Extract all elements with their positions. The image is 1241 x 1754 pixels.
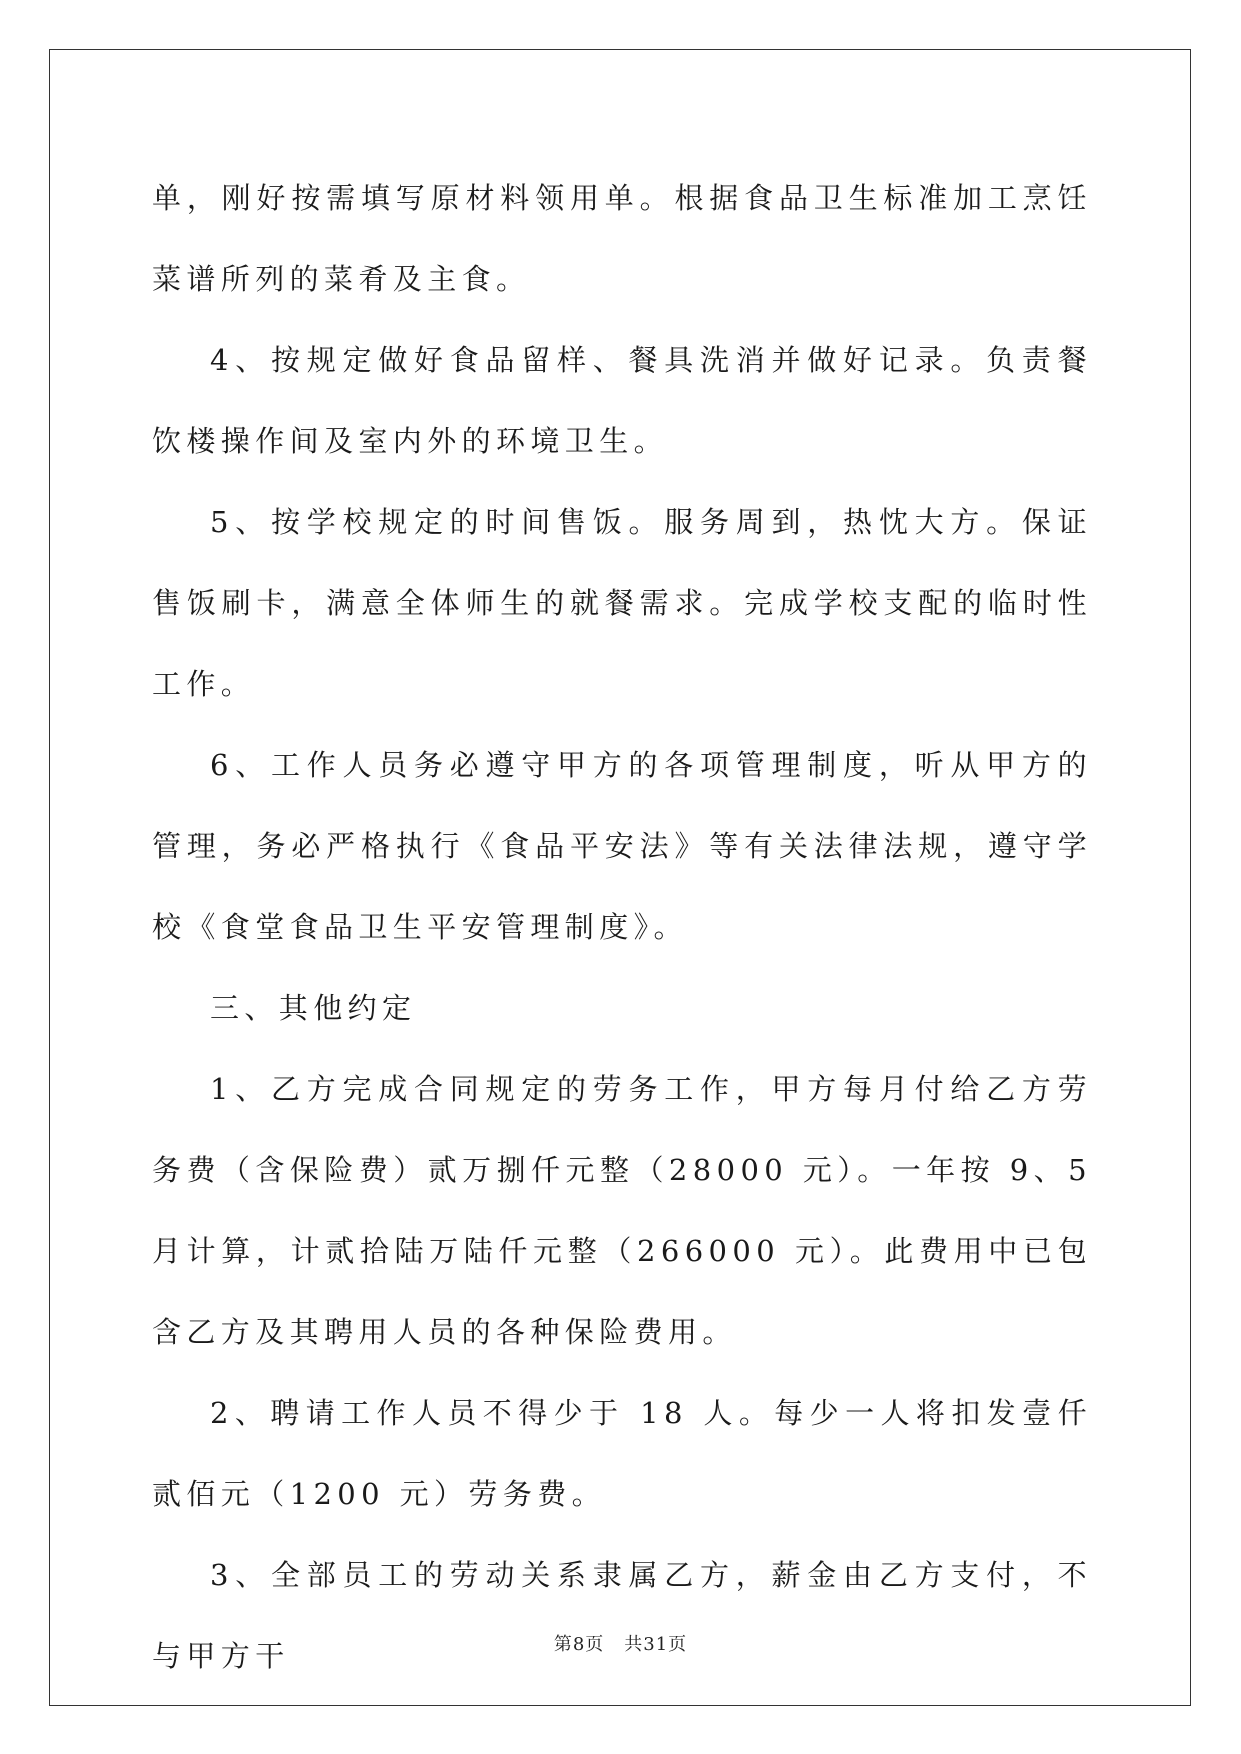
section-heading-other-terms: 三、其他约定 xyxy=(210,991,417,1025)
paragraph-6: 2、聘请工作人员不得少于 18 人。每少一人将扣发壹仟贰佰元（1200 元）劳务费。 xyxy=(152,1396,1092,1511)
total-prefix: 共 xyxy=(624,1634,644,1655)
paragraph-4: 6、工作人员务必遵守甲方的各项管理制度，听从甲方的管理，务必严格执行《食品平安法》等有关法律法规，遵守学校《食堂食品卫生平安管理制度》。 xyxy=(152,748,1092,944)
page-number: 8 xyxy=(572,1634,586,1655)
total-pages: 31 xyxy=(643,1634,669,1655)
paragraph-3: 5、按学校规定的时间售饭。服务周到，热忱大方。保证售饭刷卡，满意全体师生的就餐需求。完成学校支配的临时性工作。 xyxy=(152,505,1092,701)
total-suffix: 页 xyxy=(668,1634,688,1655)
paragraph-1: 单，刚好按需填写原材料领用单。根据食品卫生标准加工烹饪菜谱所列的菜肴及主食。 xyxy=(152,181,1092,296)
page-prefix: 第 xyxy=(553,1634,573,1655)
paragraph-5: 1、乙方完成合同规定的劳务工作，甲方每月付给乙方劳务费（含保险费）贰万捌仟元整（28000 元）。一年按 9、5 月计算，计贰拾陆万陆仟元整（266000 元）。此费用中已包含乙方及其聘用人员的各种保险费用。 xyxy=(152,1072,1092,1349)
page-footer xyxy=(0,1630,1241,1656)
paragraph-7: 3、全部员工的劳动关系隶属乙方，薪金由乙方支付，不与甲方干 xyxy=(152,1558,1092,1673)
document-body xyxy=(152,158,1092,1697)
paragraph-2: 4、按规定做好食品留样、餐具洗消并做好记录。负责餐饮楼操作间及室内外的环境卫生。 xyxy=(152,343,1092,458)
page-suffix: 页 xyxy=(585,1634,605,1655)
